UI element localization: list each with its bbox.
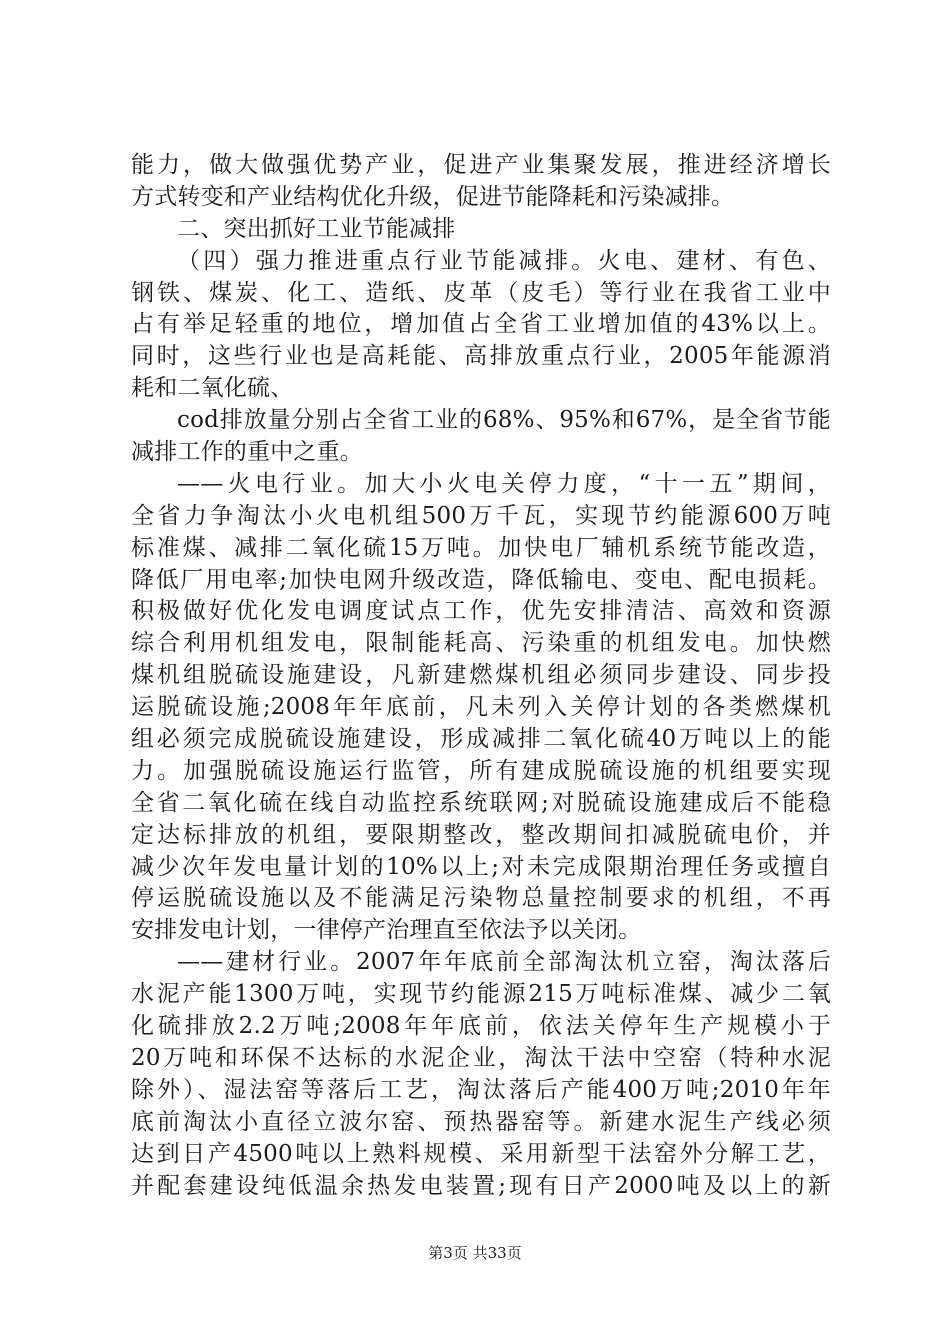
text-line: 水泥产能1300万吨，实现节约能源215万吨标准煤、减少二氧	[131, 981, 831, 1008]
text-line: 煤机组脱硫设施建设，凡新建燃煤机组必须同步建设、同步投	[131, 662, 831, 689]
text-line: 全省力争淘汰小火电机组500万千瓦，实现节约能源600万吨	[131, 502, 831, 529]
text-line: 组必须完成脱硫设施建设，形成减排二氧化硫40万吨以上的能	[131, 726, 831, 753]
text-line: 并配套建设纯低温余热发电装置;现有日产2000吨及以上的新	[131, 1172, 831, 1199]
text-line: 力。加强脱硫设施运行监管，所有建成脱硫设施的机组要实现	[131, 757, 831, 784]
text-line: 同时，这些行业也是高耗能、高排放重点行业，2005年能源消	[131, 343, 831, 370]
text-line: 全省二氧化硫在线自动监控系统联网;对脱硫设施建成后不能稳	[131, 789, 831, 816]
text-line: 方式转变和产业结构优化升级，促进节能降耗和污染减排。	[131, 183, 735, 210]
text-line: 停运脱硫设施以及不能满足污染物总量控制要求的机组，不再	[131, 885, 831, 912]
text-line: ——建材行业。2007年年底前全部淘汰机立窑，淘汰落后	[177, 949, 831, 976]
text-line: 综合利用机组发电，限制能耗高、污染重的机组发电。加快燃	[131, 630, 831, 657]
text-line: 减排工作的重中之重。	[131, 439, 363, 466]
text-line: 化硫排放2.2万吨;2008年年底前，依法关停年生产规模小于	[131, 1013, 831, 1040]
text-line: 安排发电计划，一律停产治理直至依法予以关闭。	[131, 917, 642, 944]
section-heading: 二、突出抓好工业节能减排	[177, 215, 456, 242]
text-line: （四）强力推进重点行业节能减排。火电、建材、有色、	[177, 247, 831, 274]
text-line: 能力，做大做强优势产业，促进产业集聚发展，推进经济增长	[131, 152, 831, 178]
text-line: 积极做好优化发电调度试点工作，优先安排清洁、高效和资源	[131, 598, 831, 625]
text-line: 底前淘汰小直径立波尔窑、预热器窑等。新建水泥生产线必须	[131, 1108, 831, 1135]
text-line: 标准煤、减排二氧化硫15万吨。加快电厂辅机系统节能改造，	[131, 534, 831, 561]
text-line: 钢铁、煤炭、化工、造纸、皮革（皮毛）等行业在我省工业中	[131, 279, 831, 306]
text-line: 20万吨和环保不达标的水泥企业，淘汰干法中空窑（特种水泥	[131, 1044, 831, 1071]
text-line: 定达标排放的机组，要限期整改，整改期间扣减脱硫电价，并	[131, 821, 831, 848]
text-line: 达到日产4500吨以上熟料规模、采用新型干法窑外分解工艺，	[131, 1140, 831, 1167]
page-number-footer: 第3页 共33页	[428, 1244, 522, 1262]
text-line: 运脱硫设施;2008年年底前，凡未列入关停计划的各类燃煤机	[131, 694, 831, 721]
text-line: 除外）、湿法窑等落后工艺，淘汰落后产能400万吨;2010年年	[131, 1076, 831, 1103]
text-line: 占有举足轻重的地位，增加值占全省工业增加值的43%以上。	[131, 311, 831, 338]
text-line: cod排放量分别占全省工业的68%、95%和67%，是全省节能	[177, 407, 831, 434]
text-line: ——火电行业。加大小火电关停力度，“十一五”期间，	[177, 470, 831, 497]
document-body	[131, 150, 831, 1202]
text-line: 减少次年发电量计划的10%以上;对未完成限期治理任务或擅自	[131, 853, 831, 880]
text-line: 降低厂用电率;加快电网升级改造，降低输电、变电、配电损耗。	[131, 566, 831, 593]
text-line: 耗和二氧化硫、	[131, 375, 294, 402]
